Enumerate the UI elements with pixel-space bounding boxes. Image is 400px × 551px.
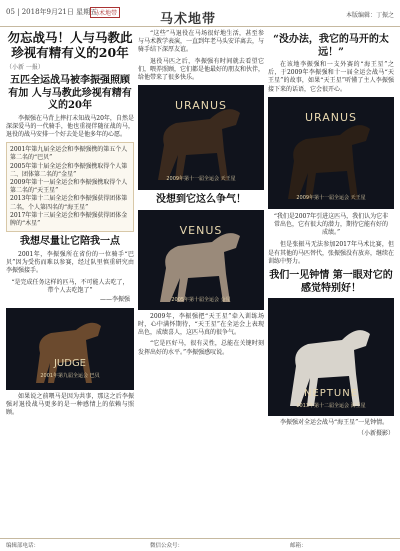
- photo-title: VENUS: [179, 223, 223, 237]
- pull-quote: [10, 279, 130, 304]
- paragraph: 2001年，李振强所在省份的一位骑手“巴贝”因为受伤而难以参赛，经过队里慎重研究由李振强接手。: [6, 250, 134, 275]
- main-headline: 勿忘战马！人与马教此珍视有精有义的20年: [7, 30, 133, 60]
- bullet-item: 2017年第十三届全运会和李振强获得团体金牌的“木星”: [10, 211, 128, 227]
- subheadline: 五匹全运战马被李振强照顾有加 人与马教此珍视有精有义的20年: [8, 75, 132, 111]
- paragraph: 退役马匹之后，李振强有时间就去看望它们，喂养照顾，它们都是他最好的朋友和伙伴，给他带来了很多快乐。: [138, 57, 265, 82]
- paragraph: “它是匹好马，很有灵性，总能在关键时刻发挥出好的水平。”李振强感叹说。: [138, 340, 264, 356]
- page-footer: [0, 538, 400, 551]
- photo-title: URANUS: [174, 99, 228, 113]
- horse-photo-judge: [6, 308, 134, 390]
- page-number: 05 | 2018年9月21日 星期五: [6, 8, 98, 16]
- column-right: [268, 30, 394, 440]
- quote-author: ——李振强: [99, 295, 130, 303]
- photo-caption: （小新摄影）: [357, 430, 394, 438]
- bullet-box: [6, 142, 134, 232]
- column-left: [6, 30, 134, 420]
- paragraph: 如果说之前喂马是因为共事，那这之后李振强对退役战马更多的是一种感情上的依赖与照顾。: [6, 392, 134, 417]
- subheadline: 没想到它这么争气！: [156, 194, 246, 206]
- photo-title: JUDGE: [53, 357, 87, 369]
- footer-email: 邮箱：: [290, 543, 307, 549]
- photo-subtitle: 2005年第十届全运会 金星: [171, 296, 231, 303]
- photo-title: URANUS: [304, 110, 358, 124]
- photo-subtitle: 2009年第十一届全运会 天王星: [166, 176, 236, 183]
- photo-subtitle: 2009年第十一届全运会 天王星: [296, 194, 366, 201]
- subheadline: 我们一见钟情 第一眼对它的感觉特别好！: [269, 270, 393, 294]
- bullet-item: 2013年第十二届全运会和李振强获得团体第二名，个人第四名的“海王星”: [10, 195, 128, 211]
- footer-wechat: 微信公众号：: [150, 543, 184, 549]
- horse-photo-neptune: [268, 298, 394, 416]
- paragraph: 在该地李振强和一支外赛的“海王星”之后，于2009年李振强和十一届全运会战马“天王星”的故事，如果“天王星”听懂了主人李振强接下来的话语，它会很开心。: [268, 61, 394, 93]
- column-middle: [138, 30, 264, 360]
- photo-subtitle: 2013年第十二届全运会 海王星: [296, 403, 366, 410]
- horse-photo-uranus: [138, 85, 264, 190]
- subheadline: “没办法，我它的马开的太远！”: [273, 34, 389, 58]
- photo-title: NEPTUNE: [303, 388, 359, 400]
- newspaper-logo: 马术地带: [90, 7, 120, 18]
- pull-quote: “我们是2007年引进这匹马，我们认为它非常出色，它有很大的潜力，期待它能有好的成绩。”: [273, 212, 389, 237]
- section-title: 马术地带: [160, 12, 217, 27]
- paragraph: “这些”马退役在马场很好地生活，甚至参与马术教学表演，一直到年老马头安详离去，与骑手结下深厚友谊。: [138, 30, 265, 54]
- subheadline: 我想尽量让它陪我一点: [20, 236, 120, 248]
- horse-photo-venus: [138, 210, 264, 310]
- bullet-item: 2009年第十一届全运会和李振强携取得个人第二名的“天王星”: [10, 178, 128, 195]
- quote-text: “是完成任务这样的匹马，不可能人去吃了，带个人去吃饱了”: [11, 279, 129, 295]
- footer-phone: 编辑部电话：: [6, 543, 40, 549]
- bullet-item: 2005年第十届全运会和李振强携取得个人第二、团体第二名的“金星”: [10, 162, 128, 178]
- photo-subtitle: 2001年第九届全运会 巴贝: [40, 372, 100, 379]
- paragraph: 但是张振马无法参加2017年马术比赛，但是有其他的马匹替代，张振强没有放弃，继续在训练中努力。: [268, 241, 395, 265]
- page-header: [0, 0, 400, 27]
- bullet-item: 2001年第九届全运会和李振强携的第五个人第二名的“巴贝”: [10, 146, 128, 162]
- paragraph: 2009年，李振强把“天王星”牵入训练场时，心中满怀期待，“天王星”在全运会上表现出色，成绩喜人，这匹马真的很争气。: [138, 312, 264, 337]
- editor-credit: 本版编辑：丁振之: [345, 12, 394, 19]
- paragraph: 李振强对全运会战马“海王星”一见钟情。: [280, 419, 389, 427]
- paragraph: 李振强在马背上摔打未知战马20年，自然是深深爱马的一代骑手，他也重视伴随征战的马，退役的战马安排一个好去处是他多年的心愿。: [6, 114, 134, 138]
- horse-photo-uranus-2: [268, 97, 394, 209]
- byline: （小新 一报）: [6, 64, 44, 71]
